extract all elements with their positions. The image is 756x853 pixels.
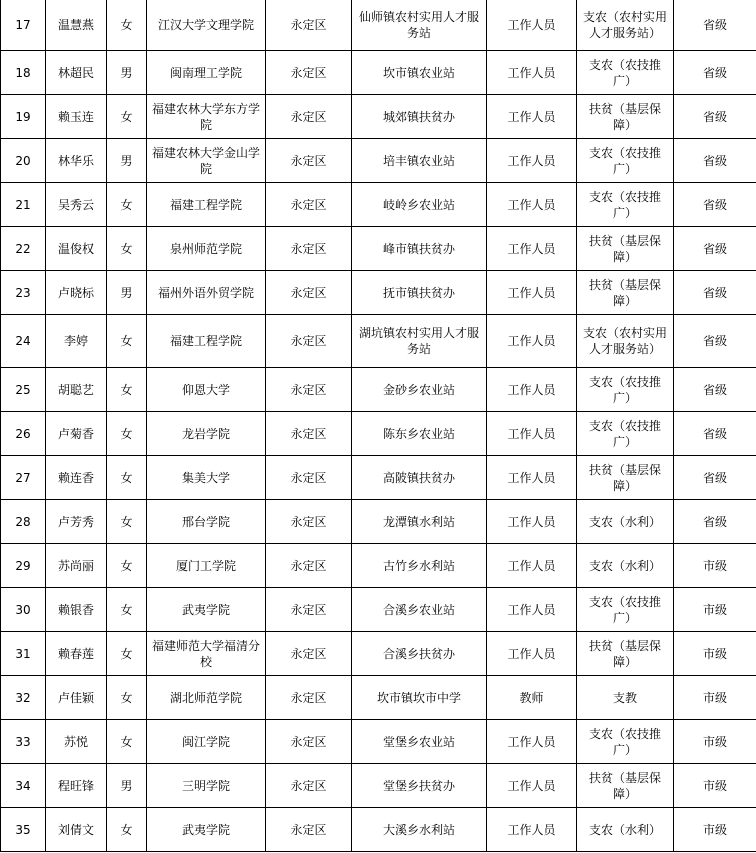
table-row bbox=[1, 544, 756, 588]
gender-cell: 女 bbox=[107, 456, 147, 500]
post-cell: 工作人员 bbox=[487, 764, 577, 808]
level-cell: 市级 bbox=[674, 808, 756, 852]
name-cell: 赖玉连 bbox=[46, 95, 107, 139]
row-number-cell: 26 bbox=[1, 412, 46, 456]
gender-cell: 男 bbox=[107, 139, 147, 183]
row-number-cell: 22 bbox=[1, 227, 46, 271]
level-cell: 市级 bbox=[674, 676, 756, 720]
post-cell: 工作人员 bbox=[487, 544, 577, 588]
name-cell: 李婷 bbox=[46, 315, 107, 368]
name-cell: 苏尚丽 bbox=[46, 544, 107, 588]
name-cell: 胡聪艺 bbox=[46, 368, 107, 412]
service-type-cell: 支教 bbox=[577, 676, 674, 720]
row-number-cell: 35 bbox=[1, 808, 46, 852]
school-cell: 邢台学院 bbox=[147, 500, 266, 544]
district-cell: 永定区 bbox=[266, 412, 352, 456]
level-cell: 市级 bbox=[674, 544, 756, 588]
level-cell: 市级 bbox=[674, 764, 756, 808]
level-cell: 省级 bbox=[674, 0, 756, 51]
service-type-cell: 支农（农技推广） bbox=[577, 368, 674, 412]
name-cell: 刘倩文 bbox=[46, 808, 107, 852]
school-cell: 武夷学院 bbox=[147, 588, 266, 632]
gender-cell: 女 bbox=[107, 368, 147, 412]
post-cell: 工作人员 bbox=[487, 368, 577, 412]
gender-cell: 女 bbox=[107, 544, 147, 588]
district-cell: 永定区 bbox=[266, 500, 352, 544]
district-cell: 永定区 bbox=[266, 183, 352, 227]
service-type-cell: 扶贫（基层保障） bbox=[577, 271, 674, 315]
row-number-cell: 32 bbox=[1, 676, 46, 720]
level-cell: 市级 bbox=[674, 632, 756, 676]
gender-cell: 女 bbox=[107, 808, 147, 852]
unit-cell: 城郊镇扶贫办 bbox=[352, 95, 487, 139]
post-cell: 工作人员 bbox=[487, 315, 577, 368]
unit-cell: 合溪乡扶贫办 bbox=[352, 632, 487, 676]
name-cell: 林华乐 bbox=[46, 139, 107, 183]
district-cell: 永定区 bbox=[266, 632, 352, 676]
row-number-cell: 30 bbox=[1, 588, 46, 632]
unit-cell: 坎市镇坎市中学 bbox=[352, 676, 487, 720]
post-cell: 工作人员 bbox=[487, 808, 577, 852]
service-type-cell: 扶贫（基层保障） bbox=[577, 632, 674, 676]
post-cell: 工作人员 bbox=[487, 632, 577, 676]
table-row bbox=[1, 315, 756, 368]
service-type-cell: 支农（农技推广） bbox=[577, 588, 674, 632]
row-number-cell: 29 bbox=[1, 544, 46, 588]
gender-cell: 男 bbox=[107, 271, 147, 315]
level-cell: 市级 bbox=[674, 588, 756, 632]
level-cell: 省级 bbox=[674, 271, 756, 315]
district-cell: 永定区 bbox=[266, 139, 352, 183]
table-row bbox=[1, 368, 756, 412]
level-cell: 省级 bbox=[674, 139, 756, 183]
table-row bbox=[1, 632, 756, 676]
school-cell: 闽江学院 bbox=[147, 720, 266, 764]
unit-cell: 陈东乡农业站 bbox=[352, 412, 487, 456]
level-cell: 省级 bbox=[674, 95, 756, 139]
gender-cell: 女 bbox=[107, 720, 147, 764]
school-cell: 福建农林大学东方学院 bbox=[147, 95, 266, 139]
post-cell: 工作人员 bbox=[487, 183, 577, 227]
school-cell: 闽南理工学院 bbox=[147, 51, 266, 95]
service-type-cell: 扶贫（基层保障） bbox=[577, 456, 674, 500]
row-number-cell: 25 bbox=[1, 368, 46, 412]
district-cell: 永定区 bbox=[266, 808, 352, 852]
unit-cell: 岐岭乡农业站 bbox=[352, 183, 487, 227]
row-number-cell: 18 bbox=[1, 51, 46, 95]
post-cell: 工作人员 bbox=[487, 720, 577, 764]
row-number-cell: 28 bbox=[1, 500, 46, 544]
level-cell: 省级 bbox=[674, 368, 756, 412]
district-cell: 永定区 bbox=[266, 51, 352, 95]
row-number-cell: 19 bbox=[1, 95, 46, 139]
service-type-cell: 支农（农技推广） bbox=[577, 183, 674, 227]
table-row bbox=[1, 0, 756, 51]
table-row bbox=[1, 588, 756, 632]
unit-cell: 古竹乡水利站 bbox=[352, 544, 487, 588]
table-row bbox=[1, 95, 756, 139]
name-cell: 程旺锋 bbox=[46, 764, 107, 808]
table-row bbox=[1, 808, 756, 852]
table-row bbox=[1, 412, 756, 456]
gender-cell: 男 bbox=[107, 764, 147, 808]
name-cell: 温慧燕 bbox=[46, 0, 107, 51]
school-cell: 福建农林大学金山学院 bbox=[147, 139, 266, 183]
row-number-cell: 17 bbox=[1, 0, 46, 51]
district-cell: 永定区 bbox=[266, 95, 352, 139]
table-row bbox=[1, 456, 756, 500]
unit-cell: 大溪乡水利站 bbox=[352, 808, 487, 852]
post-cell: 工作人员 bbox=[487, 51, 577, 95]
name-cell: 温俊权 bbox=[46, 227, 107, 271]
service-type-cell: 支农（农技推广） bbox=[577, 51, 674, 95]
name-cell: 卢晓标 bbox=[46, 271, 107, 315]
unit-cell: 堂堡乡扶贫办 bbox=[352, 764, 487, 808]
school-cell: 武夷学院 bbox=[147, 808, 266, 852]
district-cell: 永定区 bbox=[266, 315, 352, 368]
district-cell: 永定区 bbox=[266, 588, 352, 632]
service-type-cell: 支农（水利） bbox=[577, 544, 674, 588]
unit-cell: 坎市镇农业站 bbox=[352, 51, 487, 95]
gender-cell: 女 bbox=[107, 676, 147, 720]
name-cell: 赖银香 bbox=[46, 588, 107, 632]
gender-cell: 女 bbox=[107, 632, 147, 676]
district-cell: 永定区 bbox=[266, 456, 352, 500]
row-number-cell: 27 bbox=[1, 456, 46, 500]
school-cell: 仰恩大学 bbox=[147, 368, 266, 412]
roster-body bbox=[1, 0, 756, 852]
school-cell: 湖北师范学院 bbox=[147, 676, 266, 720]
school-cell: 泉州师范学院 bbox=[147, 227, 266, 271]
gender-cell: 女 bbox=[107, 227, 147, 271]
district-cell: 永定区 bbox=[266, 368, 352, 412]
unit-cell: 高陂镇扶贫办 bbox=[352, 456, 487, 500]
district-cell: 永定区 bbox=[266, 227, 352, 271]
service-type-cell: 扶贫（基层保障） bbox=[577, 95, 674, 139]
service-type-cell: 支农（农村实用人才服务站） bbox=[577, 315, 674, 368]
service-type-cell: 支农（水利） bbox=[577, 500, 674, 544]
post-cell: 工作人员 bbox=[487, 227, 577, 271]
service-type-cell: 支农（农技推广） bbox=[577, 412, 674, 456]
level-cell: 省级 bbox=[674, 500, 756, 544]
name-cell: 卢佳颖 bbox=[46, 676, 107, 720]
row-number-cell: 33 bbox=[1, 720, 46, 764]
district-cell: 永定区 bbox=[266, 720, 352, 764]
table-row bbox=[1, 183, 756, 227]
level-cell: 省级 bbox=[674, 315, 756, 368]
school-cell: 福建师范大学福清分校 bbox=[147, 632, 266, 676]
gender-cell: 男 bbox=[107, 51, 147, 95]
school-cell: 福建工程学院 bbox=[147, 315, 266, 368]
service-type-cell: 支农（农村实用人才服务站） bbox=[577, 0, 674, 51]
row-number-cell: 34 bbox=[1, 764, 46, 808]
district-cell: 永定区 bbox=[266, 544, 352, 588]
school-cell: 龙岩学院 bbox=[147, 412, 266, 456]
unit-cell: 合溪乡农业站 bbox=[352, 588, 487, 632]
gender-cell: 女 bbox=[107, 315, 147, 368]
table-row bbox=[1, 720, 756, 764]
level-cell: 市级 bbox=[674, 720, 756, 764]
service-type-cell: 扶贫（基层保障） bbox=[577, 227, 674, 271]
gender-cell: 女 bbox=[107, 500, 147, 544]
unit-cell: 堂堡乡农业站 bbox=[352, 720, 487, 764]
service-type-cell: 支农（农技推广） bbox=[577, 720, 674, 764]
name-cell: 卢芳秀 bbox=[46, 500, 107, 544]
post-cell: 教师 bbox=[487, 676, 577, 720]
post-cell: 工作人员 bbox=[487, 0, 577, 51]
level-cell: 省级 bbox=[674, 456, 756, 500]
name-cell: 林超民 bbox=[46, 51, 107, 95]
table-row bbox=[1, 764, 756, 808]
district-cell: 永定区 bbox=[266, 676, 352, 720]
post-cell: 工作人员 bbox=[487, 271, 577, 315]
gender-cell: 女 bbox=[107, 183, 147, 227]
row-number-cell: 31 bbox=[1, 632, 46, 676]
name-cell: 赖连香 bbox=[46, 456, 107, 500]
school-cell: 集美大学 bbox=[147, 456, 266, 500]
name-cell: 赖春莲 bbox=[46, 632, 107, 676]
table-row bbox=[1, 227, 756, 271]
post-cell: 工作人员 bbox=[487, 500, 577, 544]
name-cell: 吴秀云 bbox=[46, 183, 107, 227]
service-type-cell: 支农（水利） bbox=[577, 808, 674, 852]
table-row bbox=[1, 271, 756, 315]
level-cell: 省级 bbox=[674, 227, 756, 271]
school-cell: 厦门工学院 bbox=[147, 544, 266, 588]
row-number-cell: 20 bbox=[1, 139, 46, 183]
unit-cell: 培丰镇农业站 bbox=[352, 139, 487, 183]
gender-cell: 女 bbox=[107, 412, 147, 456]
gender-cell: 女 bbox=[107, 95, 147, 139]
name-cell: 苏悦 bbox=[46, 720, 107, 764]
unit-cell: 峰市镇扶贫办 bbox=[352, 227, 487, 271]
unit-cell: 抚市镇扶贫办 bbox=[352, 271, 487, 315]
service-type-cell: 扶贫（基层保障） bbox=[577, 764, 674, 808]
unit-cell: 龙潭镇水利站 bbox=[352, 500, 487, 544]
gender-cell: 女 bbox=[107, 0, 147, 51]
row-number-cell: 24 bbox=[1, 315, 46, 368]
level-cell: 省级 bbox=[674, 412, 756, 456]
gender-cell: 女 bbox=[107, 588, 147, 632]
post-cell: 工作人员 bbox=[487, 456, 577, 500]
table-row bbox=[1, 51, 756, 95]
level-cell: 省级 bbox=[674, 51, 756, 95]
row-number-cell: 21 bbox=[1, 183, 46, 227]
unit-cell: 湖坑镇农村实用人才服务站 bbox=[352, 315, 487, 368]
level-cell: 省级 bbox=[674, 183, 756, 227]
unit-cell: 仙师镇农村实用人才服务站 bbox=[352, 0, 487, 51]
table-row bbox=[1, 139, 756, 183]
service-type-cell: 支农（农技推广） bbox=[577, 139, 674, 183]
post-cell: 工作人员 bbox=[487, 95, 577, 139]
district-cell: 永定区 bbox=[266, 764, 352, 808]
unit-cell: 金砂乡农业站 bbox=[352, 368, 487, 412]
table-row bbox=[1, 500, 756, 544]
school-cell: 福州外语外贸学院 bbox=[147, 271, 266, 315]
school-cell: 三明学院 bbox=[147, 764, 266, 808]
name-cell: 卢菊香 bbox=[46, 412, 107, 456]
post-cell: 工作人员 bbox=[487, 139, 577, 183]
row-number-cell: 23 bbox=[1, 271, 46, 315]
table-row bbox=[1, 676, 756, 720]
school-cell: 福建工程学院 bbox=[147, 183, 266, 227]
district-cell: 永定区 bbox=[266, 271, 352, 315]
post-cell: 工作人员 bbox=[487, 412, 577, 456]
school-cell: 江汉大学文理学院 bbox=[147, 0, 266, 51]
district-cell: 永定区 bbox=[266, 0, 352, 51]
post-cell: 工作人员 bbox=[487, 588, 577, 632]
